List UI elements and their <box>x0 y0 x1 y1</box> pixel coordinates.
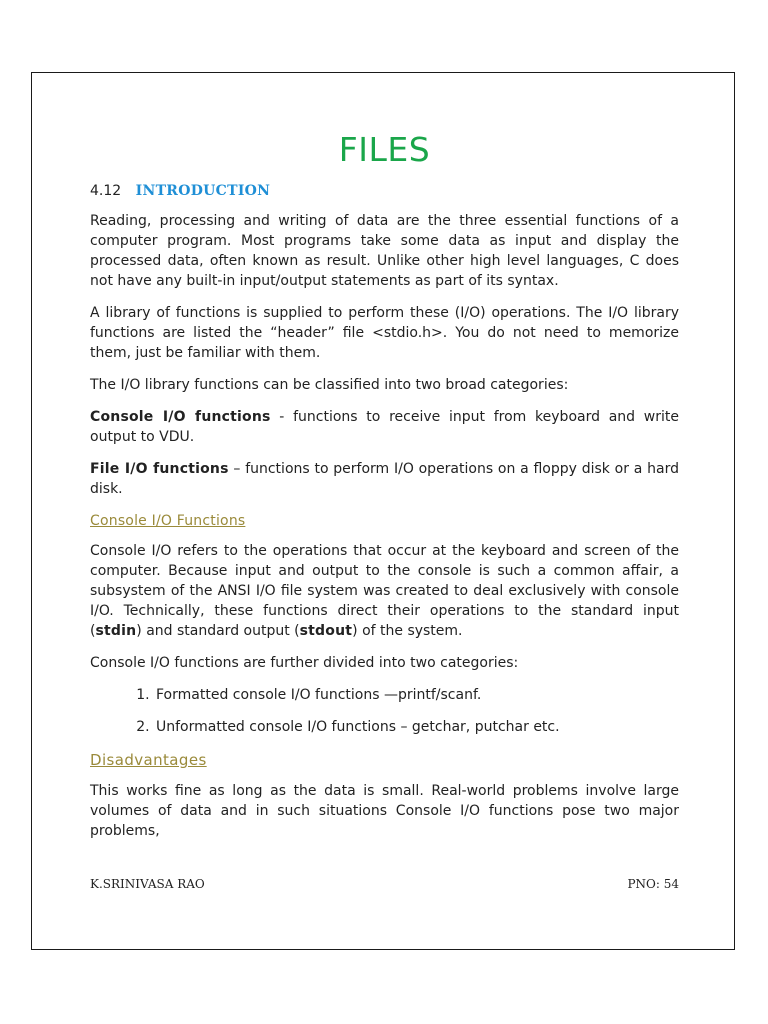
page-footer <box>90 877 679 891</box>
stdin-term: stdin <box>95 623 137 639</box>
footer-page-number: PNO: 54 <box>627 877 679 891</box>
console-io-paragraph <box>90 541 679 641</box>
file-io-text: – functions to perform I/O operations on a floppy disk or a hard disk. <box>90 461 679 497</box>
page-title: FILES <box>338 130 431 169</box>
list-item: 2. Unformatted console I/O functions – getchar, putchar etc. <box>154 717 679 737</box>
categories-paragraph: The I/O library functions can be classified into two broad categories: <box>90 377 569 393</box>
list-item: 1. Formatted console I/O functions —printf/scanf. <box>154 685 679 705</box>
console-para-part3: ) of the system. <box>352 623 463 639</box>
document-body <box>90 120 679 841</box>
section-number: 4.12 <box>90 183 122 199</box>
disadvantages-heading: Disadvantages <box>90 751 207 769</box>
disadvantages-paragraph: This works fine as long as the data is small. Real-world problems involve large volumes of data and in such situations Console I/O functions pose two major problems, <box>90 783 679 839</box>
categories-intro: Console I/O functions are further divided into two categories: <box>90 655 519 671</box>
console-io-term: Console I/O functions <box>90 409 271 425</box>
footer-author: K.SRINIVASA RAO <box>90 877 205 891</box>
stdout-term: stdout <box>299 623 353 639</box>
console-io-text: - functions to receive input from keyboard and write output to VDU. <box>90 409 679 445</box>
section-name: INTRODUCTION <box>135 183 271 199</box>
console-para-part1: Console I/O refers to the operations that occur at the keyboard and screen of the computer. Because input and output to the console is such a common affair, a subsystem of the ANSI I/O file system was created to deal exclusively with console I/O. Technically, these functions direct their operations to the standard input ( <box>90 543 679 639</box>
console-para-part2: ) and standard output ( <box>136 623 300 639</box>
section-heading <box>90 183 679 199</box>
file-io-definition <box>90 459 679 499</box>
console-io-heading: Console I/O Functions <box>90 513 246 529</box>
categories-list <box>90 685 679 737</box>
library-paragraph: A library of functions is supplied to perform these (I/O) operations. The I/O library functions are listed the “header” file <stdio.h>. You do not need to memorize them, just be familiar with them. <box>90 305 679 361</box>
console-io-definition <box>90 407 679 447</box>
intro-paragraph: Reading, processing and writing of data are the three essential functions of a computer program. Most programs take some data as input and display the processed data, often known as result. Unlike other high level languages, C does not have any built-in input/output statements as part of its syntax. <box>90 213 679 289</box>
file-io-term: File I/O functions <box>90 461 229 477</box>
